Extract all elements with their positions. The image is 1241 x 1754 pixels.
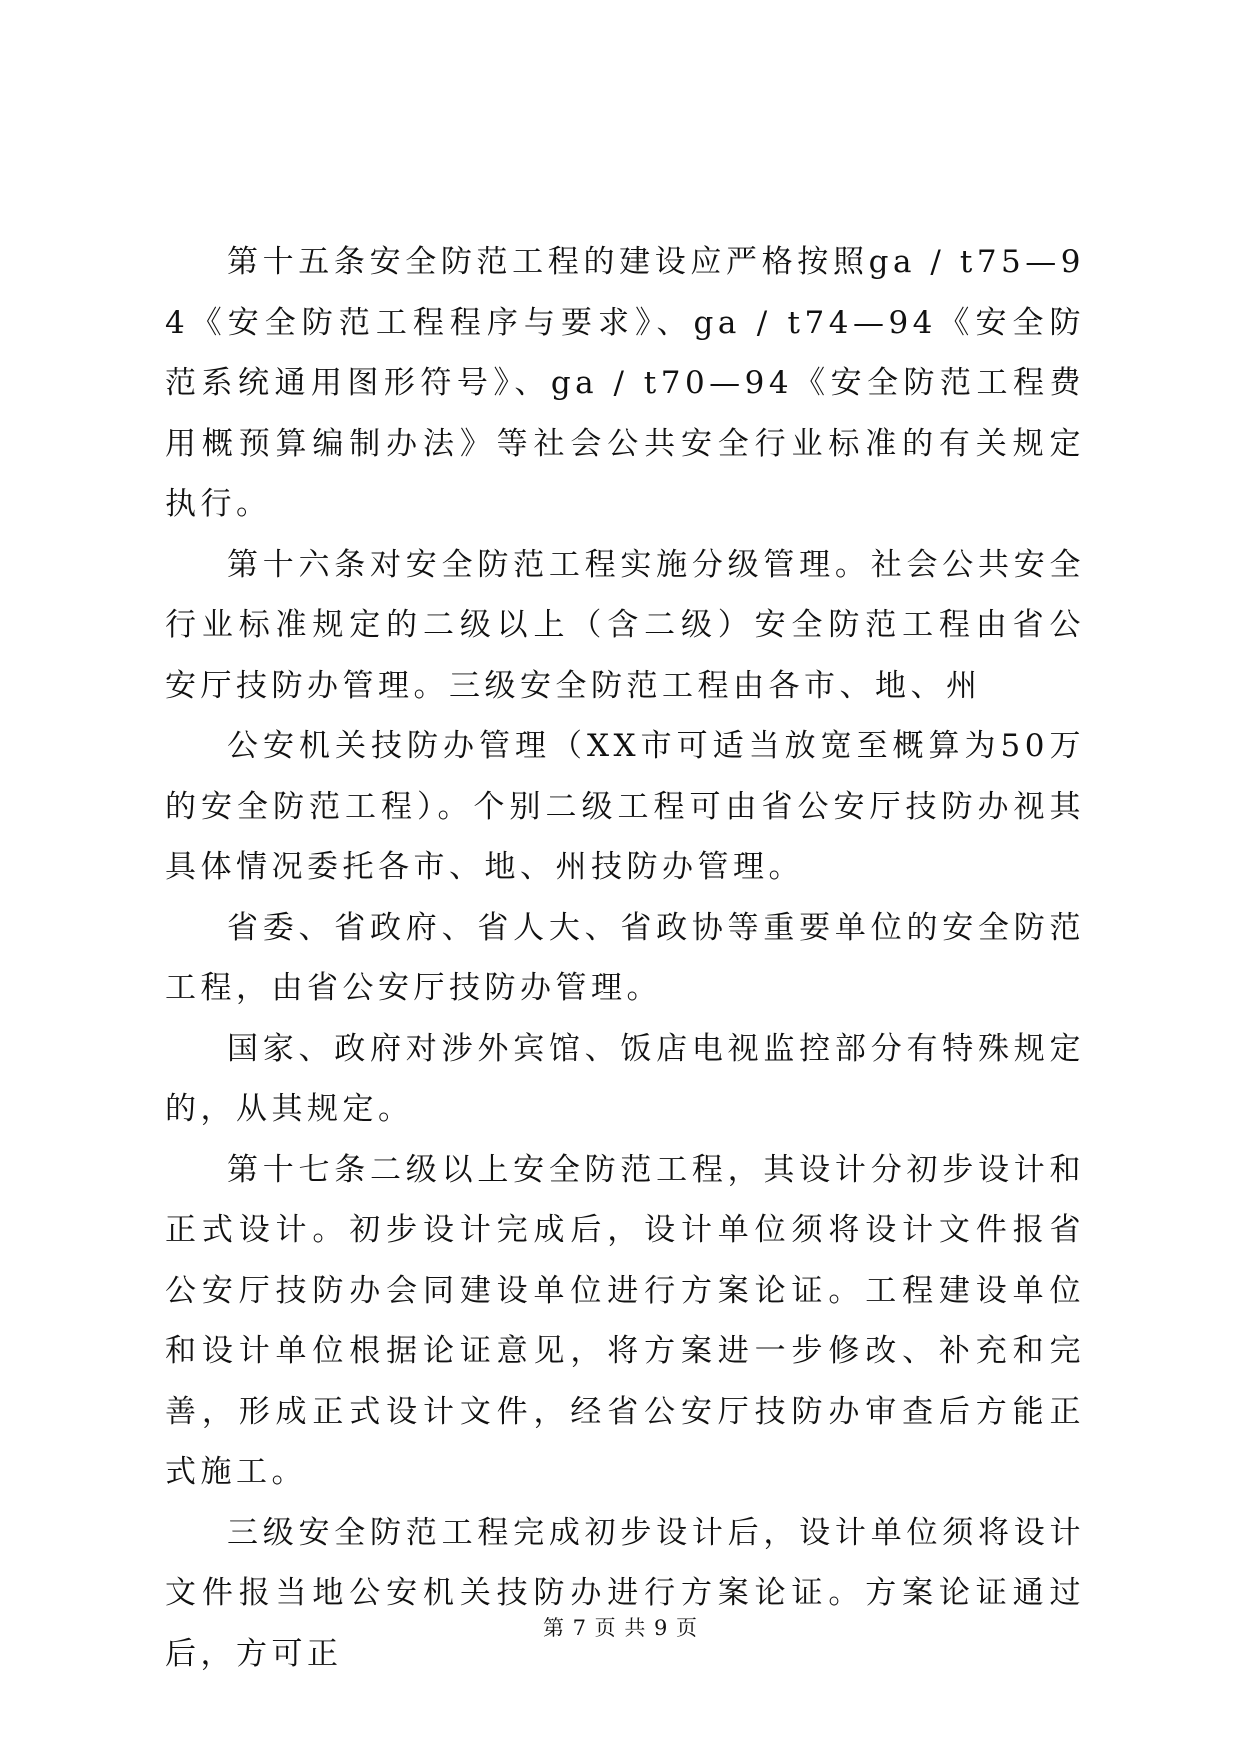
- paragraph-article-17: 第十七条二级以上安全防范工程，其设计分初步设计和正式设计。初步设计完成后，设计单位须将设计文件报省公安厅技防办会同建设单位进行方案论证。工程建设单位和设计单位根据论证意见，将方案进一步修改、补充和完善，形成正式设计文件，经省公安厅技防办审查后方能正式施工。: [165, 1151, 1085, 1490]
- paragraph-article-16: 第十六条对安全防范工程实施分级管理。社会公共安全行业标准规定的二级以上（含二级）安全防范工程由省公安厅技防办管理。三级安全防范工程由各市、地、州: [165, 546, 1085, 704]
- page-number-footer: 第 7 页 共 9 页: [542, 1616, 699, 1640]
- paragraph-article-15: 第十五条安全防范工程的建设应严格按照ga / t75—94《安全防范工程程序与要求》、ga / t74—94《安全防范系统通用图形符号》、ga / t70—94《安全防范工程费用概预算编制办法》等社会公共安全行业标准的有关规定执行。: [165, 244, 1085, 522]
- paragraph-article-16-continued: 公安机关技防办管理（XX市可适当放宽至概算为50万的安全防范工程）。个别二级工程可由省公安厅技防办视其具体情况委托各市、地、州技防办管理。: [165, 728, 1085, 885]
- paragraph-provincial-units: 省委、省政府、省人大、省政协等重要单位的安全防范工程，由省公安厅技防办管理。: [165, 909, 1085, 1006]
- document-body: [165, 232, 1085, 1684]
- paragraph-level-three: 三级安全防范工程完成初步设计后，设计单位须将设计文件报当地公安机关技防办进行方案论证。方案论证通过后，方可正: [165, 1514, 1085, 1672]
- paragraph-foreign-hotels: 国家、政府对涉外宾馆、饭店电视监控部分有特殊规定的，从其规定。: [165, 1030, 1085, 1127]
